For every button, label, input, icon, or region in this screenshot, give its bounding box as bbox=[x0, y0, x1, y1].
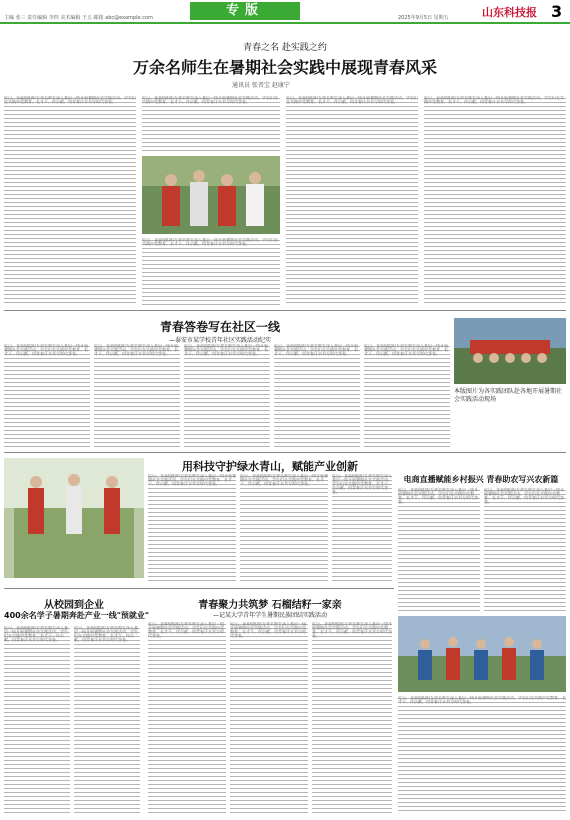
article2-text-col1: 近日，各高校组织万余名师生深入基层一线开展暑期社会实践活动，学生们在实践中受教育、长才干、作贡献，用青春汗水书写时代答卷。 bbox=[4, 344, 90, 448]
divider bbox=[4, 588, 394, 589]
article3-photo bbox=[4, 458, 144, 578]
article2-text-col2: 近日，各高校组织万余名师生深入基层一线开展暑期社会实践活动，学生们在实践中受教育、长才干、作贡献，用青春汗水书写时代答卷。 bbox=[94, 344, 180, 448]
article6-text-col2: 近日，各高校组织万余名师生深入基层一线开展暑期社会实践活动，学生们在实践中受教育、长才干、作贡献，用青春汗水书写时代答卷。 bbox=[230, 622, 308, 814]
main-byline: 通讯员 张晋宝 赵康宁 bbox=[232, 82, 290, 89]
main-photo-center bbox=[142, 156, 280, 234]
article5-text-col1: 近日，各高校组织万余名师生深入基层一线开展暑期社会实践活动，学生们在实践中受教育、长才干、作贡献，用青春汗水书写时代答卷。 bbox=[4, 626, 70, 814]
article2-text-col3: 近日，各高校组织万余名师生深入基层一线开展暑期社会实践活动，学生们在实践中受教育、长才干、作贡献，用青春汗水书写时代答卷。 bbox=[184, 344, 270, 448]
article6-text-col3: 近日，各高校组织万余名师生深入基层一线开展暑期社会实践活动，学生们在实践中受教育、长才干、作贡献，用青春汗水书写时代答卷。 bbox=[312, 622, 392, 814]
article6-title: 青春聚力共筑梦 石榴结籽一家亲 bbox=[198, 600, 342, 611]
article2-title: 青春答卷写在社区一线 bbox=[159, 320, 280, 334]
main-text-col2-bottom: 近日，各高校组织万余名师生深入基层一线开展暑期社会实践活动，学生们在实践中受教育、长才干、作贡献，用青春汗水书写时代答卷。 bbox=[142, 238, 280, 306]
article5-text-col2: 近日，各高校组织万余名师生深入基层一线开展暑期社会实践活动，学生们在实践中受教育、长才干、作贡献，用青春汗水书写时代答卷。 bbox=[74, 626, 140, 814]
header-editor-info: 主编 张三 责任编辑 李四 美术编辑 王五 邮箱 abc@example.com bbox=[4, 15, 153, 21]
article3-title: 用科技守护绿水青山，赋能产业创新 bbox=[182, 460, 358, 473]
article2-text-col4: 近日，各高校组织万余名师生深入基层一线开展暑期社会实践活动，学生们在实践中受教育、长才干、作贡献，用青春汗水书写时代答卷。 bbox=[274, 344, 360, 448]
article3-text-col2: 近日，各高校组织万余名师生深入基层一线开展暑期社会实践活动，学生们在实践中受教育、长才干、作贡献，用青春汗水书写时代答卷。 bbox=[240, 474, 328, 584]
article2-text-col5: 近日，各高校组织万余名师生深入基层一线开展暑期社会实践活动，学生们在实践中受教育、长才干、作贡献，用青春汗水书写时代答卷。 bbox=[364, 344, 450, 448]
article5-title-line1: 从校园到企业 bbox=[44, 600, 104, 611]
article3-text-col3: 近日，各高校组织万余名师生深入基层一线开展暑期社会实践活动，学生们在实践中受教育、长才干、作贡献，用青春汗水书写时代答卷。 bbox=[332, 474, 392, 584]
article6-text-col1: 近日，各高校组织万余名师生深入基层一线开展暑期社会实践活动，学生们在实践中受教育、长才干、作贡献，用青春汗水书写时代答卷。 bbox=[148, 622, 226, 814]
article6-subtitle: —记某大学青年学生暑期民族团结实践活动 bbox=[212, 612, 327, 619]
bottom-right-text: 近日，各高校组织万余名师生深入基层一线开展暑期社会实践活动，学生们在实践中受教育、长才干、作贡献，用青春汗水书写时代答卷。 bbox=[398, 696, 566, 814]
article3-text-col1: 近日，各高校组织万余名师生深入基层一线开展暑期社会实践活动，学生们在实践中受教育、长才干、作贡献，用青春汗水书写时代答卷。 bbox=[148, 474, 236, 584]
header-date: 2025年9月5日 星期五 bbox=[398, 15, 449, 21]
newspaper-logo: 山东科技报 bbox=[482, 6, 537, 19]
divider bbox=[4, 310, 566, 311]
main-title: 万余名师生在暑期社会实践中展现青春风采 bbox=[132, 58, 437, 77]
page-header bbox=[0, 0, 570, 22]
article5-title-line2: 400余名学子暑期奔赴产业一线"预就业" bbox=[4, 611, 150, 620]
main-kicker: 青春之名 赴实践之约 bbox=[243, 43, 327, 53]
main-text-col3: 近日，各高校组织万余名师生深入基层一线开展暑期社会实践活动，学生们在实践中受教育、长才干、作贡献，用青春汗水书写时代答卷。 bbox=[286, 96, 418, 306]
page-number: 3 bbox=[551, 2, 563, 21]
main-text-col2-top: 近日，各高校组织万余名师生深入基层一线开展暑期社会实践活动，学生们在实践中受教育、长才干、作贡献，用青春汗水书写时代答卷。 bbox=[142, 96, 280, 152]
main-text-col4: 近日，各高校组织万余名师生深入基层一线开展暑期社会实践活动，学生们在实践中受教育、长才干、作贡献，用青春汗水书写时代答卷。 bbox=[424, 96, 566, 306]
article4-text-col2: 近日，各高校组织万余名师生深入基层一线开展暑期社会实践活动，学生们在实践中受教育、长才干、作贡献，用青春汗水书写时代答卷。 bbox=[484, 488, 566, 612]
article4-title: 电商直播赋能乡村振兴 青春助农写兴农新篇 bbox=[403, 475, 559, 484]
main-text-col1: 近日，各高校组织万余名师生深入基层一线开展暑期社会实践活动，学生们在实践中受教育、长才干、作贡献，用青春汗水书写时代答卷。 bbox=[4, 96, 136, 306]
bottom-right-photo bbox=[398, 616, 566, 692]
photo-caption: 本版图片为各实践团队赴各地开展暑期社会实践活动现场 bbox=[454, 388, 563, 403]
divider bbox=[4, 452, 566, 453]
header-rule bbox=[0, 22, 570, 24]
article4-text-col1: 近日，各高校组织万余名师生深入基层一线开展暑期社会实践活动，学生们在实践中受教育、长才干、作贡献，用青春汗水书写时代答卷。 bbox=[398, 488, 480, 612]
article2-subtitle: —泰安市某学校青年社区实践活动纪实 bbox=[168, 337, 271, 344]
section-banner: 专版 bbox=[190, 2, 300, 20]
right-photo bbox=[454, 318, 566, 384]
